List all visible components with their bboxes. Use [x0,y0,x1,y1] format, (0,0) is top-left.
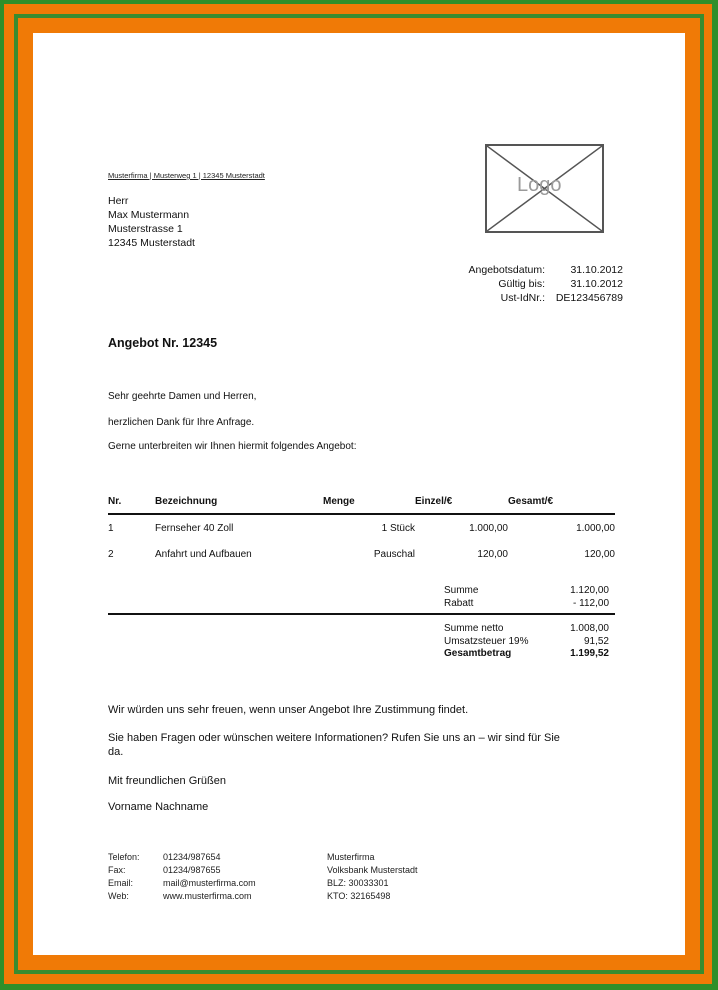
meta-row [433,291,623,305]
total-row [444,623,609,636]
footer-bank-line: Volksbank Musterstadt [327,865,418,875]
meta-label: Ust-IdNr.: [500,292,545,304]
meta-value: 31.10.2012 [570,264,623,276]
footer-label: Telefon: [108,852,140,862]
subtotal-row [444,598,609,611]
closing-paragraph-1: Wir würden uns sehr freuen, wenn unser Angebot Ihre Zustimmung findet. [108,704,469,716]
meta-label: Angebotsdatum: [468,264,545,276]
header-einzel: Einzel/€ [415,493,508,514]
total-label: Umsatzsteuer 19% [444,635,529,647]
header-gesamt: Gesamt/€ [508,493,615,514]
subtotal-row [444,585,609,598]
letter-page [33,33,685,955]
footer-bank [327,851,418,903]
meta-value: DE123456789 [555,292,623,304]
cell-einzel: 120,00 [477,548,508,560]
recipient-address [108,194,195,250]
meta-row [433,263,623,277]
table-header-row [108,493,615,514]
signature-name: Vorname Nachname [108,801,209,813]
footer-label: Email: [108,878,134,888]
recipient-line: Max Mustermann [108,209,190,221]
totals-divider [108,613,615,615]
cell-einzel: 1.000,00 [469,522,508,534]
totals-block [444,623,609,661]
header-nr: Nr. [108,493,155,514]
footer-bank-line: BLZ: 30033301 [327,878,389,888]
header-bezeichnung: Bezeichnung [155,493,323,514]
grand-total-value: 1.199,52 [570,648,609,659]
footer-value: www.musterfirma.com [163,891,252,901]
offer-title: Angebot Nr. 12345 [108,336,218,350]
subtotal-value: - 112,00 [573,597,609,609]
footer-label: Fax: [108,865,126,875]
intro-text: Gerne unterbreiten wir Ihnen hiermit folgendes Angebot: [108,441,357,452]
meta-row [433,277,623,291]
footer-bank-line: Musterfirma [327,852,375,862]
subtotal-label: Summe [444,585,479,596]
meta-value: 31.10.2012 [570,278,623,290]
footer-value: 01234/987654 [163,852,221,862]
sender-line: Musterfirma | Musterweg 1 | 12345 Musterstadt [108,171,265,180]
closing-line: da. [108,746,124,758]
footer-label: Web: [108,891,129,901]
subtotal-block [444,585,609,610]
total-label: Summe netto [444,623,504,634]
header-menge: Menge [323,493,415,514]
cell-gesamt: 120,00 [584,548,615,560]
cell-nr: 2 [108,548,114,560]
subtotal-value: 1.120,00 [570,585,609,596]
closing-line: Sie haben Fragen oder wünschen weitere Informationen? Rufen Sie uns an – wir sind für Sie [108,732,560,744]
footer-value: 01234/987655 [163,865,221,875]
offer-meta [433,263,623,305]
footer-values [163,851,256,903]
cell-bezeichnung: Fernseher 40 Zoll [155,522,234,534]
table-row [108,514,615,541]
recipient-line: 12345 Musterstadt [108,237,195,249]
items-table [108,493,615,567]
total-value: 91,52 [583,635,609,647]
recipient-line: Musterstrasse 1 [108,223,183,235]
logo-placeholder [485,144,604,233]
greeting: Mit freundlichen Grüßen [108,775,226,787]
logo-text: Logo [517,174,562,196]
cell-gesamt: 1.000,00 [576,522,615,534]
cell-bezeichnung: Anfahrt und Aufbauen [155,548,252,560]
footer-value: mail@musterfirma.com [163,878,256,888]
total-value: 1.008,00 [570,623,609,634]
cell-menge: 1 Stück [381,522,415,534]
subtotal-label: Rabatt [444,597,474,609]
salutation: Sehr geehrte Damen und Herren, [108,391,257,402]
grand-total-label: Gesamtbetrag [444,648,512,659]
recipient-line: Herr [108,195,129,207]
meta-label: Gültig bis: [498,278,545,290]
closing-paragraph-2 [108,731,560,759]
thanks-text: herzlichen Dank für Ihre Anfrage. [108,417,255,428]
cell-menge: Pauschal [373,548,415,560]
cell-nr: 1 [108,522,114,534]
table-row [108,541,615,567]
total-row [444,636,609,649]
grand-total-row [444,648,609,661]
footer-bank-line: KTO: 32165498 [327,891,391,901]
footer-labels [108,851,140,903]
